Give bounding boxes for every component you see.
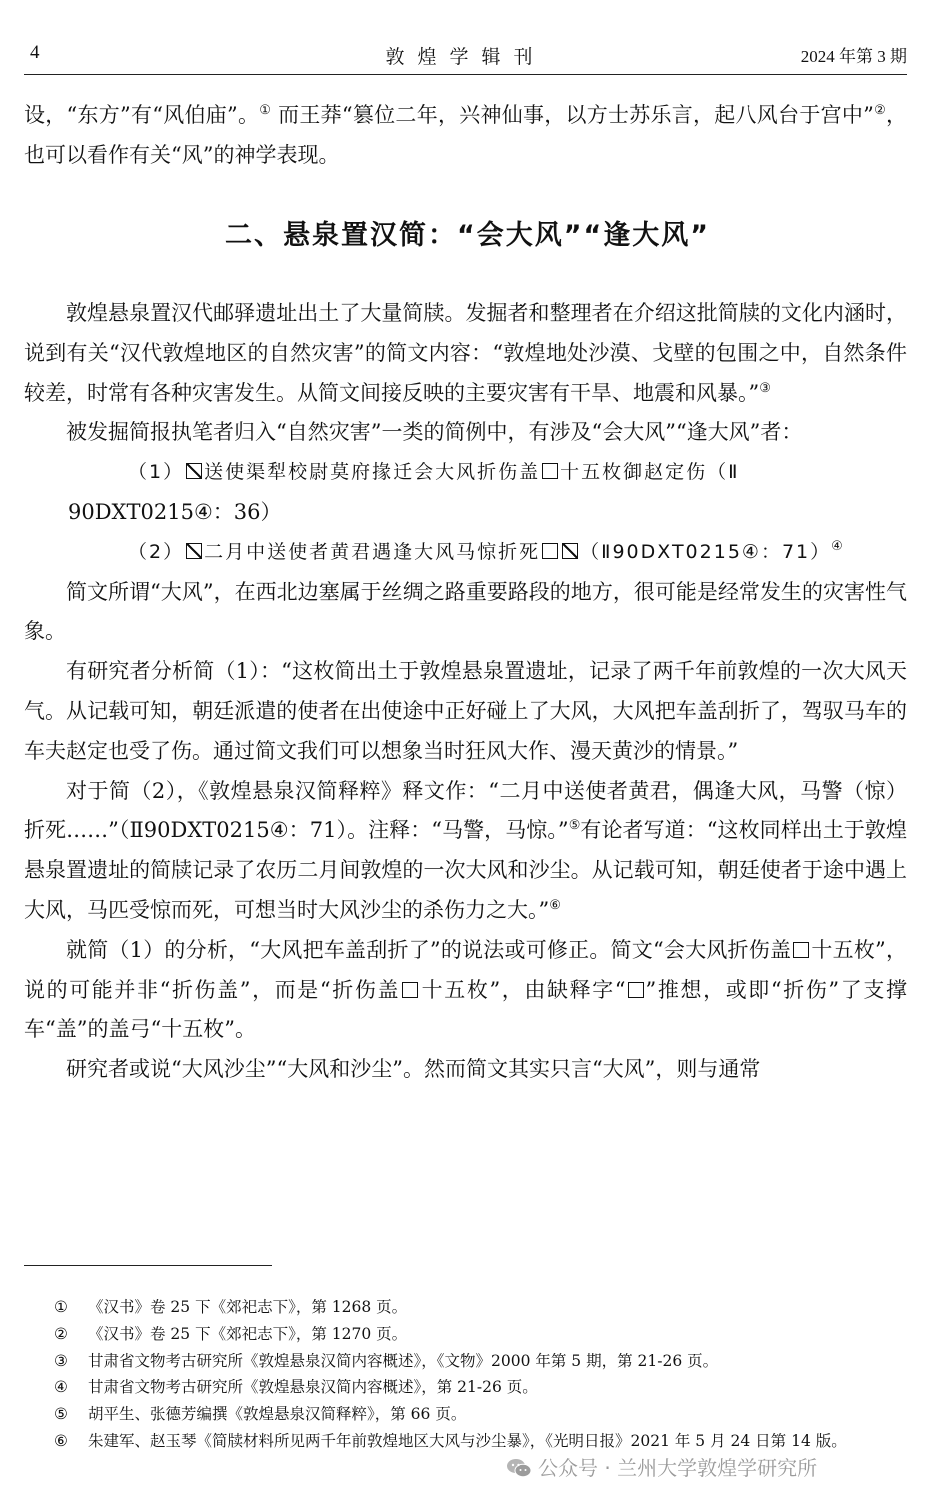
example-1-ref: 90DXT0215④：36） bbox=[68, 499, 282, 524]
missing-char-box-icon bbox=[628, 982, 644, 998]
paragraph bbox=[24, 294, 907, 413]
missing-char-box-icon bbox=[542, 543, 558, 559]
opening-paragraph bbox=[24, 96, 907, 176]
missing-char-box-icon bbox=[402, 982, 418, 998]
text-run: 二月中送使者黄君遇逢大风马惊折死 bbox=[204, 540, 541, 563]
text-run: 台于宫中” bbox=[778, 103, 874, 127]
footnote bbox=[54, 1428, 924, 1455]
footnote-number: ⑤ bbox=[54, 1405, 68, 1424]
text-run: 送使渠犁校尉莫府掾迁会大风折伤盖 bbox=[204, 461, 541, 484]
text-run: （Ⅱ90DXT0215④：71） bbox=[580, 540, 832, 563]
watermark-text: 公众号 · 兰州大学敦煌学研究所 bbox=[538, 1456, 818, 1480]
text-run: 设，“东方”有“风伯庙”。 bbox=[24, 103, 260, 127]
running-header bbox=[24, 40, 907, 75]
section-heading: 二、悬泉置汉简：“会大风”“逢大风” bbox=[225, 220, 710, 251]
text-run: 十五枚御赵定伤（Ⅱ bbox=[560, 461, 740, 484]
footnote-mark[interactable]: ⑤ bbox=[568, 818, 581, 834]
footnote-number: ④ bbox=[54, 1378, 68, 1397]
footnote bbox=[54, 1321, 924, 1348]
missing-char-box-icon bbox=[542, 463, 558, 479]
footnote bbox=[54, 1401, 924, 1428]
footnotes bbox=[54, 1294, 924, 1455]
paragraph: 简文所谓“大风”，在西北边塞属于丝绸之路重要路段的地方，很可能是经常发生的灾害性气象。 bbox=[24, 579, 907, 644]
footnote-text: 甘肃省文物考古研究所《敦煌悬泉汉简内容概述》，第 21-26 页。 bbox=[88, 1378, 538, 1397]
paragraph: 有研究者分析简（1）：“这枚简出土于敦煌悬泉置遗址，记录了两千年前敦煌的一次大风天气。从记载可知，朝廷派遣的使者在出使途中正好碰上了大风，大风把车盖刮折了，驾驭马车的车夫赵定也受了伤。通过简文我们可以想象当时狂风大作、漫天黄沙的情景。” bbox=[24, 659, 907, 763]
text-run: 有论者写道：“这枚同样出土于敦煌悬泉置遗址的简牍记录了农历二月间敦煌的一次大风和沙尘。从记载可知，朝廷使者于途中遇上大风，马匹受惊而死，可想当时大风沙尘的杀伤力之大。” bbox=[24, 818, 907, 922]
example-number: （1） bbox=[128, 461, 185, 484]
footnote bbox=[54, 1374, 924, 1401]
footnote-text: 甘肃省文物考古研究所《敦煌悬泉汉简内容概述》，《文物》2000 年第 5 期，第 21-26 页。 bbox=[88, 1351, 719, 1370]
footnote bbox=[54, 1348, 924, 1375]
damaged-char-box-icon bbox=[186, 463, 202, 479]
footnote-mark[interactable]: ④ bbox=[831, 538, 845, 554]
footnote-mark[interactable]: ③ bbox=[759, 380, 771, 396]
footnote-text: 《汉书》卷 25 下《郊祀志下》，第 1270 页。 bbox=[88, 1324, 408, 1343]
footnote-mark[interactable]: ⑥ bbox=[549, 897, 561, 913]
footnote-number: ① bbox=[54, 1298, 68, 1316]
watermark bbox=[506, 1452, 817, 1480]
damaged-char-box-icon bbox=[562, 543, 578, 559]
example-number: （2） bbox=[128, 540, 185, 563]
wechat-icon bbox=[506, 1458, 532, 1478]
example-1 bbox=[24, 453, 907, 493]
footnote-text: 朱建军、赵玉琴《简牍材料所见两千年前敦煌地区大风与沙尘暴》，《光明日报》2021 年 5 月 24 日第 14 版。 bbox=[88, 1431, 847, 1450]
footnote-divider bbox=[24, 1265, 272, 1266]
paragraph bbox=[24, 772, 907, 931]
text-run: 而王莽“篡位二年，兴神仙事，以方士苏乐言，起八风 bbox=[278, 103, 779, 127]
text-run: 就简（1）的分析，“大风把车盖刮折了”的说法或可修正。简文“会大风折伤盖 bbox=[66, 937, 792, 962]
text-run: ”推想，或即“折伤”了支撑车“盖”的盖弓“十五枚”。 bbox=[24, 977, 907, 1042]
journal-title: 敦煌学辑刊 bbox=[385, 47, 546, 68]
footnote-number: ⑥ bbox=[54, 1431, 68, 1450]
issue-label: 2024 年第 3 期 bbox=[800, 47, 907, 66]
footnote-text: 胡平生、张德芳编撰《敦煌悬泉汉简释粹》，第 66 页。 bbox=[88, 1405, 467, 1424]
footnote-text: 《汉书》卷 25 下《郊祀志下》，第 1268 页。 bbox=[88, 1298, 408, 1316]
main-text bbox=[24, 294, 907, 1090]
paragraph: 研究者或说“大风沙尘”“大风和沙尘”。然而简文其实只言“大风”，则与通常 bbox=[66, 1057, 761, 1082]
text-run: 敦煌悬泉置汉代邮驿遗址出土了大量简牍。发掘者和整理者在介绍这批简牍的文化内涵时，说到有关“汉代敦煌地区的自然灾害”的简文内容：“敦煌地处沙漠、戈壁的包围之中，自然条件较差，时常有各种灾害发生。从简文间接反映的主要灾害有干旱、地震和风暴。” bbox=[24, 301, 907, 405]
paragraph bbox=[24, 931, 907, 1050]
footnote-mark[interactable]: ① bbox=[259, 103, 272, 118]
missing-char-box-icon bbox=[793, 942, 809, 958]
damaged-char-box-icon bbox=[186, 543, 202, 559]
footnote-number: ② bbox=[54, 1324, 68, 1343]
example-2 bbox=[24, 533, 907, 573]
page-number: 4 bbox=[30, 42, 40, 63]
text-run: ，也可以看作有关“风”的神学表现。 bbox=[24, 103, 907, 167]
text-run: 对于简（2），《敦煌悬泉汉简释粹》释文作：“二月中送使者黄君，偶逢大风，马警（惊）折死……”（Ⅱ90DXT0215④：71）。注释：“马警，马惊。” bbox=[24, 778, 907, 843]
paragraph: 被发掘简报执笔者归入“自然灾害”一类的简例中，有涉及“会大风”“逢大风”者： bbox=[66, 420, 803, 445]
footnote-mark[interactable]: ② bbox=[873, 103, 886, 118]
text-run: 十五枚”，说的可能并非“折伤盖”，而是“折伤盖 bbox=[24, 937, 907, 1002]
footnote bbox=[54, 1294, 924, 1321]
footnote-number: ③ bbox=[54, 1351, 68, 1370]
text-run: 十五枚”，由缺释字“ bbox=[420, 977, 626, 1002]
